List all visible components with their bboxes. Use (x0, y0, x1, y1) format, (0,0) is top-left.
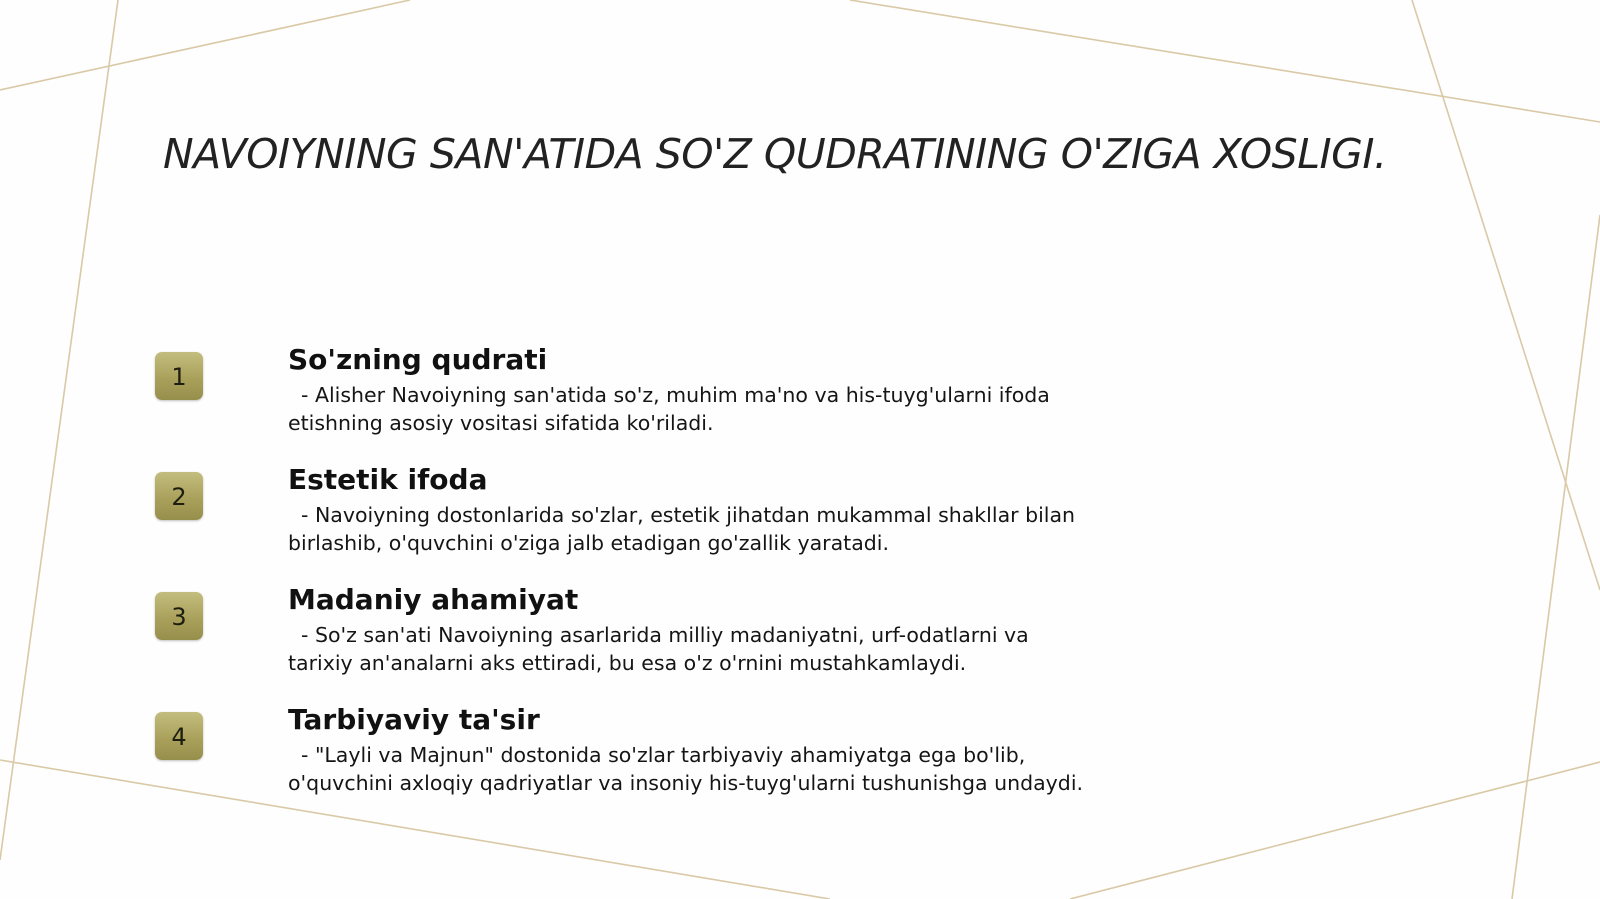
item-heading: So'zning qudrati (288, 343, 548, 376)
deco-line (0, 0, 410, 90)
item-description: - Alisher Navoiyning san'atida so'z, muhim ma'no va his-tuyg'ularni ifoda etishning asosiy vositasi sifatida ko'riladi. (288, 383, 1057, 435)
deco-line (1412, 0, 1600, 590)
item-description: - So'z san'ati Navoiyning asarlarida milliy madaniyatni, urf-odatlarni va tarixiy an'analarni aks ettiradi, bu esa o'z o'rnini mustahkamlaydi. (288, 623, 1036, 675)
number-badge: 4 (155, 712, 203, 760)
deco-line (1512, 215, 1600, 899)
item-description: - "Layli va Majnun" dostonida so'zlar tarbiyaviy ahamiyatga ega bo'lib, o'quvchini axloqiy qadriyatlar va insoniy his-tuyg'ularni tushunishga undaydi. (288, 743, 1084, 795)
number-badge: 1 (155, 352, 203, 400)
item-heading: Madaniy ahamiyat (288, 583, 579, 616)
number-badge: 3 (155, 592, 203, 640)
item-description: - Navoiyning dostonlarida so'zlar, estetik jihatdan mukammal shakllar bilan birlashib, o'quvchini o'ziga jalb etadigan go'zallik yaratadi. (288, 503, 1082, 555)
item-heading: Estetik ifoda (288, 463, 488, 496)
item-heading: Tarbiyaviy ta'sir (288, 703, 540, 736)
deco-line (0, 0, 118, 860)
deco-line (850, 0, 1600, 122)
number-badge: 2 (155, 472, 203, 520)
page-title: NAVOIYNING SAN'ATIDA SO'Z QUDRATINING O'ZIGA XOSLIGI. (163, 130, 1387, 178)
